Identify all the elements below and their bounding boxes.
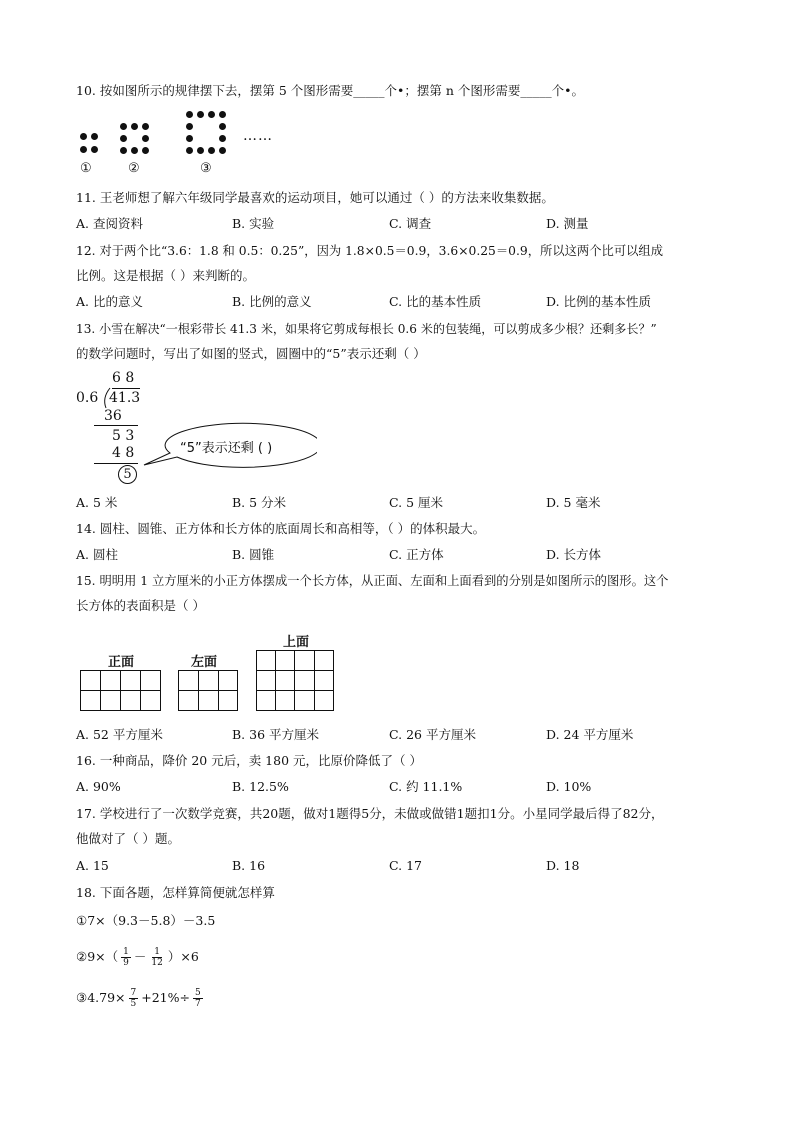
view-label-top: 上面 (283, 635, 310, 650)
q13-option-d[interactable]: D. 5 毫米 (546, 495, 601, 510)
q12-line1: 12. 对于两个比“3.6：1.8 和 0.5：0.25”，因为 1.8×0.5＝0.9，3.6×0.25＝0.9，所以这两个比可以组成 (76, 244, 664, 258)
division-step1: 36 (104, 408, 122, 424)
q11-text: 11. 王老师想了解六年级同学最喜欢的运动项目，她可以通过（ ）的方法来收集数据。 (76, 190, 554, 205)
q11-option-c[interactable]: C. 调查 (389, 216, 432, 231)
ellipsis: …… (243, 128, 273, 144)
q13-line2: 的数学问题时，写出了如图的竖式，圆圈中的“5”表示还剩（ ） (76, 346, 426, 361)
q14-option-a[interactable]: A. 圆柱 (76, 547, 118, 562)
division-quotient: 6 8 (112, 370, 135, 386)
q18-text: 18. 下面各题，怎样算简便就怎样算 (76, 885, 275, 900)
q15-option-c[interactable]: C. 26 平方厘米 (389, 727, 476, 742)
q16-text: 16. 一种商品，降价 20 元后，卖 180 元，比原价降低了（ ） (76, 753, 422, 768)
left-view-grid (178, 670, 238, 711)
q16-option-d[interactable]: D. 10% (546, 779, 592, 794)
q12-option-d[interactable]: D. 比例的基本性质 (546, 294, 652, 309)
q12-option-b[interactable]: B. 比例的意义 (232, 294, 312, 309)
q11-option-a[interactable]: A. 查阅资料 (76, 216, 143, 231)
label-2: ② (128, 161, 140, 176)
remainder-circle: 5 (118, 465, 137, 484)
q12-line2: 比例。这是根据（ ）来判断的。 (76, 268, 255, 283)
q16-option-b[interactable]: B. 12.5% (232, 779, 289, 794)
long-division (76, 370, 316, 485)
q14-option-c[interactable]: C. 正方体 (389, 547, 444, 562)
q16-option-a[interactable]: A. 90% (76, 779, 121, 794)
q11-option-b[interactable]: B. 实验 (232, 216, 275, 231)
division-divisor: 0.6 (76, 390, 99, 406)
front-view-grid (80, 670, 161, 711)
label-1: ① (80, 161, 92, 176)
q17-option-d[interactable]: D. 18 (546, 858, 580, 873)
q17-option-c[interactable]: C. 17 (389, 858, 422, 873)
fraction: $\frac{1}{12}$ (151, 947, 163, 968)
q13-option-b[interactable]: B. 5 分米 (232, 495, 287, 510)
q17-line2: 他做对了（ ）题。 (76, 831, 180, 846)
speech-bubble-text: “5”表示还剩 ( ) (180, 441, 273, 456)
q15-line1: 15. 明明用 1 立方厘米的小正方体摆成一个长方体，从正面、左面和上面看到的分别是如图所示的图形。这个 (76, 574, 669, 588)
q14-option-b[interactable]: B. 圆锥 (232, 547, 275, 562)
q14-text: 14. 圆柱、圆锥、正方体和长方体的底面周长和高相等，（ ）的体积最大。 (76, 521, 486, 536)
q12-option-c[interactable]: C. 比的基本性质 (389, 294, 482, 309)
division-step3: 4 8 (112, 445, 135, 461)
view-label-left: 左面 (191, 655, 218, 670)
q11-option-d[interactable]: D. 测量 (546, 216, 589, 231)
label-3: ③ (200, 161, 212, 176)
q13-option-a[interactable]: A. 5 米 (76, 495, 118, 510)
q13-line1: 13. 小雪在解决“一根彩带长 41.3 米，如果将它剪成每根长 0.6 米的包装绳，可以剪成多少根？还剩多长？” (76, 322, 657, 336)
q16-option-c[interactable]: C. 约 11.1% (389, 779, 463, 794)
q15-option-d[interactable]: D. 24 平方厘米 (546, 727, 634, 742)
top-view-grid (256, 650, 334, 711)
q13-option-c[interactable]: C. 5 厘米 (389, 495, 443, 510)
q17-line1: 17. 学校进行了一次数学竞赛，共20题，做对1题得5分，未做或做错1题扣1分。小星同学最后得了82分， (76, 806, 664, 821)
q10-text: 10. 按如图所示的规律摆下去，摆第 5 个图形需要_____个•；摆第 n 个图形需要_____个•。 (76, 83, 584, 98)
q18-expr-1: ①7×（9.3－5.8）－3.5 (76, 913, 216, 928)
division-dividend: 41.3 (109, 390, 141, 406)
view-label-front: 正面 (108, 655, 135, 670)
q17-option-b[interactable]: B. 16 (232, 858, 266, 873)
q15-option-b[interactable]: B. 36 平方厘米 (232, 727, 320, 742)
q14-option-d[interactable]: D. 长方体 (546, 547, 602, 562)
q15-line2: 长方体的表面积是（ ） (76, 598, 205, 613)
fraction: $\frac{1}{9}$ (123, 947, 129, 968)
q15-option-a[interactable]: A. 52 平方厘米 (76, 727, 163, 742)
q12-option-a[interactable]: A. 比的意义 (76, 294, 143, 309)
fraction: $\frac{5}{7}$ (194, 988, 201, 1009)
fraction: $\frac{7}{5}$ (130, 988, 137, 1009)
division-step2: 5 3 (112, 428, 135, 444)
q18-expr-2: ②9×（ $\frac{1}{9}$ － $\frac{1}{12}$ ）×6 (76, 947, 199, 968)
q18-expr-3: ③4.79× $\frac{7}{5}$ +21%÷ $\frac{5}{7}$ (76, 988, 201, 1009)
q17-option-a[interactable]: A. 15 (76, 858, 109, 873)
